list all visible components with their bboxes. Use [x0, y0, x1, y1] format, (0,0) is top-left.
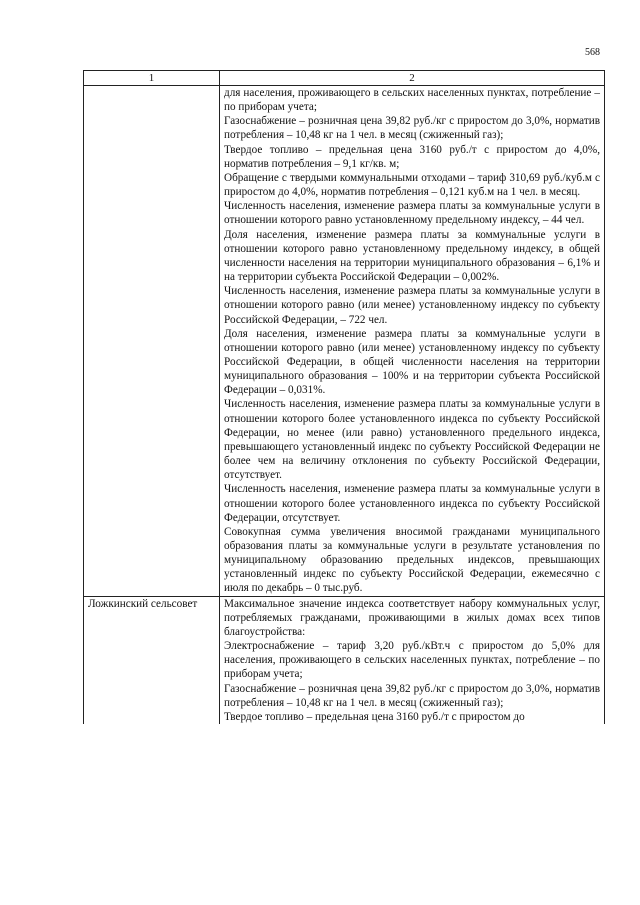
paragraph: Обращение с твердыми коммунальными отходами – тариф 310,69 руб./куб.м с приростом до 4,0%, норматив потребления – 0,121 куб.м на 1 чел. в месяц.	[224, 171, 600, 199]
paragraph: Численность населения, изменение размера платы за коммунальные услуги в отношении которого более установленного индекса по субъекту Российской Федерации, отсутствует.	[224, 483, 600, 524]
paragraph: Газоснабжение – розничная цена 39,82 руб./кг с приростом до 3,0%, норматив потребления – 10,48 кг на 1 чел. в месяц (сжиженный газ);	[224, 682, 600, 709]
column-header-2: 2	[220, 71, 605, 86]
paragraph: Газоснабжение – розничная цена 39,82 руб./кг с приростом до 3,0%, норматив потребления – 10,48 кг на 1 чел. в месяц (сжиженный газ);	[224, 115, 600, 142]
description-cell	[220, 86, 605, 597]
region-cell: Ложкинский сельсовет	[84, 596, 220, 724]
paragraph: Численность населения, изменение размера платы за коммунальные услуги в отношении которого равно установленному предельному индексу, – 44 чел.	[224, 200, 600, 227]
table-header-row	[84, 71, 605, 86]
column-header-1: 1	[84, 71, 220, 86]
paragraph: Совокупная сумма увеличения вносимой гражданами муниципального образования платы за коммунальные услуги в результате установления по муниципальному образованию предельных индексов, превышающих установленный индекс по субъекту Российской Федерации, ежемесячно с июля по декабрь – 0 тыс.руб.	[224, 525, 600, 595]
region-cell	[84, 86, 220, 597]
paragraph: Твердое топливо – предельная цена 3160 руб./т с приростом до 4,0%, норматив потребления – 9,1 кг/кв. м;	[224, 143, 600, 170]
tariff-table	[83, 70, 605, 724]
paragraph: Численность населения, изменение размера платы за коммунальные услуги в отношении которого более установленного индекса по субъекту Российской Федерации, но менее (или равно) установленного предельного индекса, превышающего установленный индекс по субъекту Российской Федерации не более чем на величину отклонения по субъекту Российской Федерации, отсутствует.	[224, 398, 600, 482]
paragraph: Максимальное значение индекса соответствует набору коммунальных услуг, потребляемых гражданами, проживающими в жилых домах всех типов благоустройства:	[224, 597, 600, 638]
paragraph: Электроснабжение – тариф 3,20 руб./кВт.ч с приростом до 5,0% для населения, проживающего в сельских населенных пунктах, потребление – по приборам учета;	[224, 640, 600, 681]
table-row	[84, 596, 605, 724]
paragraph: Доля населения, изменение размера платы за коммунальные услуги в отношении которого равно (или менее) установленному индексу по субъекту Российской Федерации, в общей численности населения на территории муниципального образования – 100% и на территории субъекта Российской Федерации – 0,031%.	[224, 327, 600, 397]
table-row	[84, 86, 605, 597]
description-cell	[220, 596, 605, 724]
paragraph: для населения, проживающего в сельских населенных пунктах, потребление – по приборам учета;	[224, 87, 600, 114]
page-number: 568	[585, 47, 600, 58]
paragraph: Численность населения, изменение размера платы за коммунальные услуги в отношении которого равно (или менее) установленному индексу по субъекту Российской Федерации, – 722 чел.	[224, 285, 600, 326]
paragraph: Доля населения, изменение размера платы за коммунальные услуги в отношении которого равно установленному предельному индексу, в общей численности населения на территории муниципального образования – 6,1% и на территории субъекта Российской Федерации – 0,002%.	[224, 228, 600, 284]
paragraph: Твердое топливо – предельная цена 3160 руб./т с приростом до	[224, 710, 525, 723]
